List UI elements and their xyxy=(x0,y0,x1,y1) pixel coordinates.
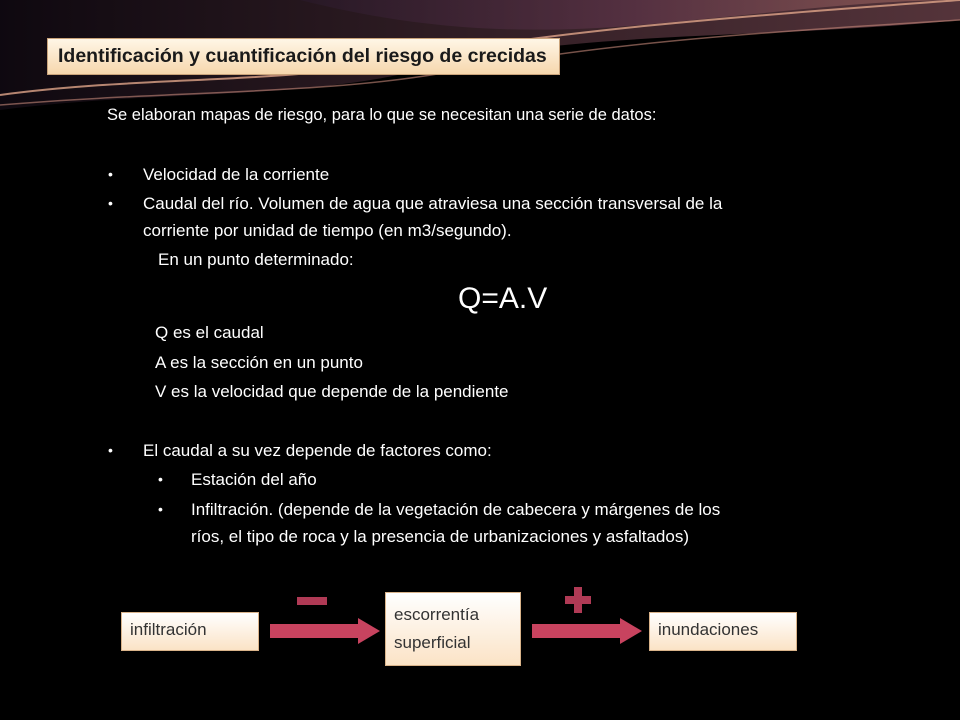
bullet-infiltracion-line1: Infiltración. (depende de la vegetación de cabecera y márgenes de los xyxy=(191,500,721,519)
flow-box-inundaciones-label: inundaciones xyxy=(658,620,759,639)
bullet-infiltracion-line2: ríos, el tipo de roca y la presencia de urbanizaciones y asfaltados) xyxy=(191,527,689,546)
punto-text: En un punto determinado: xyxy=(158,250,354,269)
flow-box-escorrentia-line2: superficial xyxy=(394,633,471,652)
bullet-caudal-line2: corriente por unidad de tiempo (en m3/segundo). xyxy=(143,221,512,240)
definition-v: V es la velocidad que depende de la pendiente xyxy=(155,382,509,401)
bullet-caudal xyxy=(143,190,722,244)
flow-box-infiltracion xyxy=(121,612,259,651)
bullet-estacion: • Estación del año xyxy=(191,466,317,493)
definition-a: A es la sección en un punto xyxy=(155,353,363,372)
definition-q: Q es el caudal xyxy=(155,323,264,342)
flow-box-escorrentia xyxy=(385,592,521,666)
flow-box-inundaciones xyxy=(649,612,797,651)
bullet-caudal-line1: Caudal del río. Volumen de agua que atraviesa una sección transversal de la xyxy=(143,194,723,213)
formula: Q=A.V xyxy=(458,282,548,315)
flow-box-infiltracion-label: infiltración xyxy=(130,620,207,639)
bullet-infiltracion xyxy=(191,496,720,550)
bullet-factores: • El caudal a su vez depende de factores como: xyxy=(143,437,492,464)
slide-title: Identificación y cuantificación del riesgo de crecidas xyxy=(47,38,560,75)
flow-box-escorrentia-line1: escorrentía xyxy=(394,605,480,624)
bullet-velocidad: • Velocidad de la corriente xyxy=(143,161,329,188)
intro-text: Se elaboran mapas de riesgo, para lo que se necesitan una serie de datos: xyxy=(107,106,657,124)
